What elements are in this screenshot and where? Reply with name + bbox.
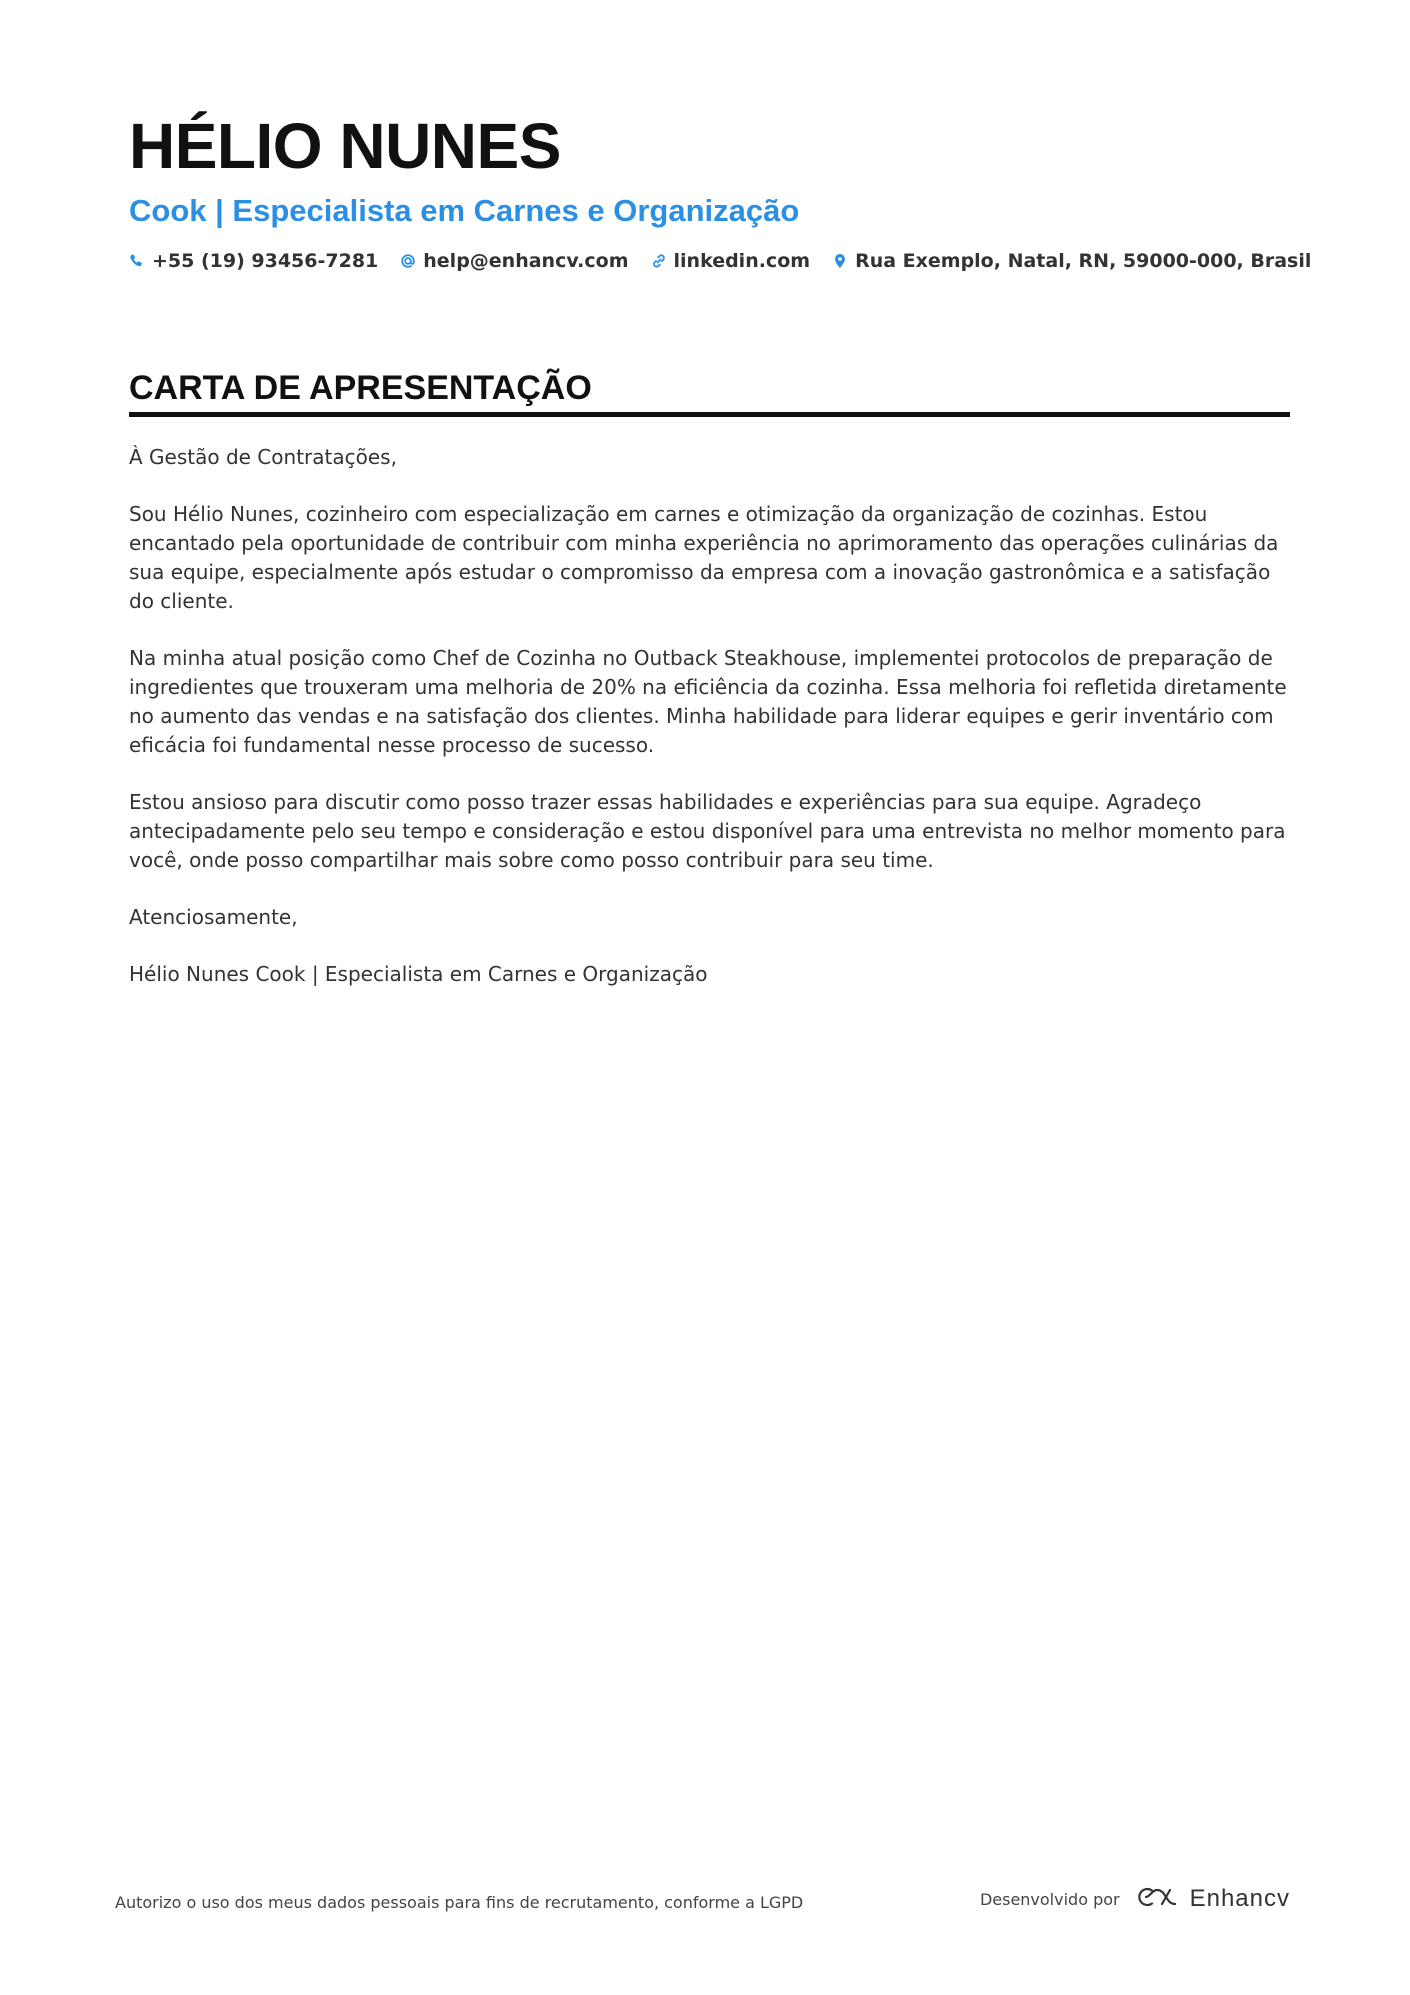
- contact-address-text: Rua Exemplo, Natal, RN, 59000-000, Brasil: [855, 250, 1312, 272]
- header: [129, 110, 1312, 272]
- letter-paragraph: Na minha atual posição como Chef de Cozinha no Outback Steakhouse, implementei protocolos de preparação de ingredientes que trouxeram uma melhoria de 20% na eficiência da cozinha. Essa melhoria foi refletida diretamente no aumento das vendas e na satisfação dos clientes. Minha habilidade para liderar equipes e gerir inventário com eficácia foi fundamental nesse processo de sucesso.: [129, 646, 1287, 757]
- cover-letter-section: [129, 368, 1290, 1017]
- consent-note: Autorizo o uso dos meus dados pessoais para fins de recrutamento, conforme a LGPD: [115, 1893, 804, 1912]
- letter-paragraph: Sou Hélio Nunes, cozinheiro com especialização em carnes e otimização da organização de cozinhas. Estou encantado pela oportunidade de contribuir com minha experiência no aprimoramento das operações culinárias da sua equipe, especialmente após estudar o compromisso da empresa com a inovação gastronômica e a satisfação do cliente.: [129, 502, 1279, 613]
- enhancv-logo-icon: [1132, 1884, 1190, 1914]
- contact-linkedin[interactable]: [651, 250, 811, 272]
- contact-email-text: help@enhancv.com: [423, 250, 629, 272]
- powered-by-label: Desenvolvido por: [979, 1889, 1120, 1909]
- phone-icon: [129, 252, 145, 270]
- letter-greeting: À Gestão de Contratações,: [129, 445, 397, 469]
- contact-linkedin-text: linkedin.com: [673, 250, 811, 272]
- letter-body: [129, 443, 1290, 989]
- powered-by: [980, 1884, 1290, 1914]
- link-icon: [651, 252, 667, 270]
- letter-closing: Atenciosamente,: [129, 905, 298, 929]
- candidate-title: Cook | Especialista em Carnes e Organização: [129, 193, 800, 228]
- location-pin-icon: [832, 252, 848, 270]
- candidate-name: HÉLIO NUNES: [129, 110, 561, 182]
- brand-name: Enhancv: [1189, 1885, 1290, 1912]
- contact-email[interactable]: [400, 250, 628, 272]
- letter-paragraph: Estou ansioso para discutir como posso trazer essas habilidades e experiências para sua equipe. Agradeço antecipadamente pelo seu tempo e consideração e estou disponível para uma entrevista no melhor momento para você, onde posso compartilhar mais sobre como posso contribuir para seu time.: [129, 790, 1286, 872]
- at-sign-icon: [400, 252, 416, 270]
- letter-signature: Hélio Nunes Cook | Especialista em Carnes e Organização: [129, 962, 708, 986]
- contact-phone: [129, 250, 378, 272]
- section-title: CARTA DE APRESENTAÇÃO: [129, 368, 1290, 417]
- contact-bar: [129, 250, 1312, 272]
- contact-phone-text: +55 (19) 93456-7281: [152, 250, 379, 272]
- contact-address: [832, 250, 1311, 272]
